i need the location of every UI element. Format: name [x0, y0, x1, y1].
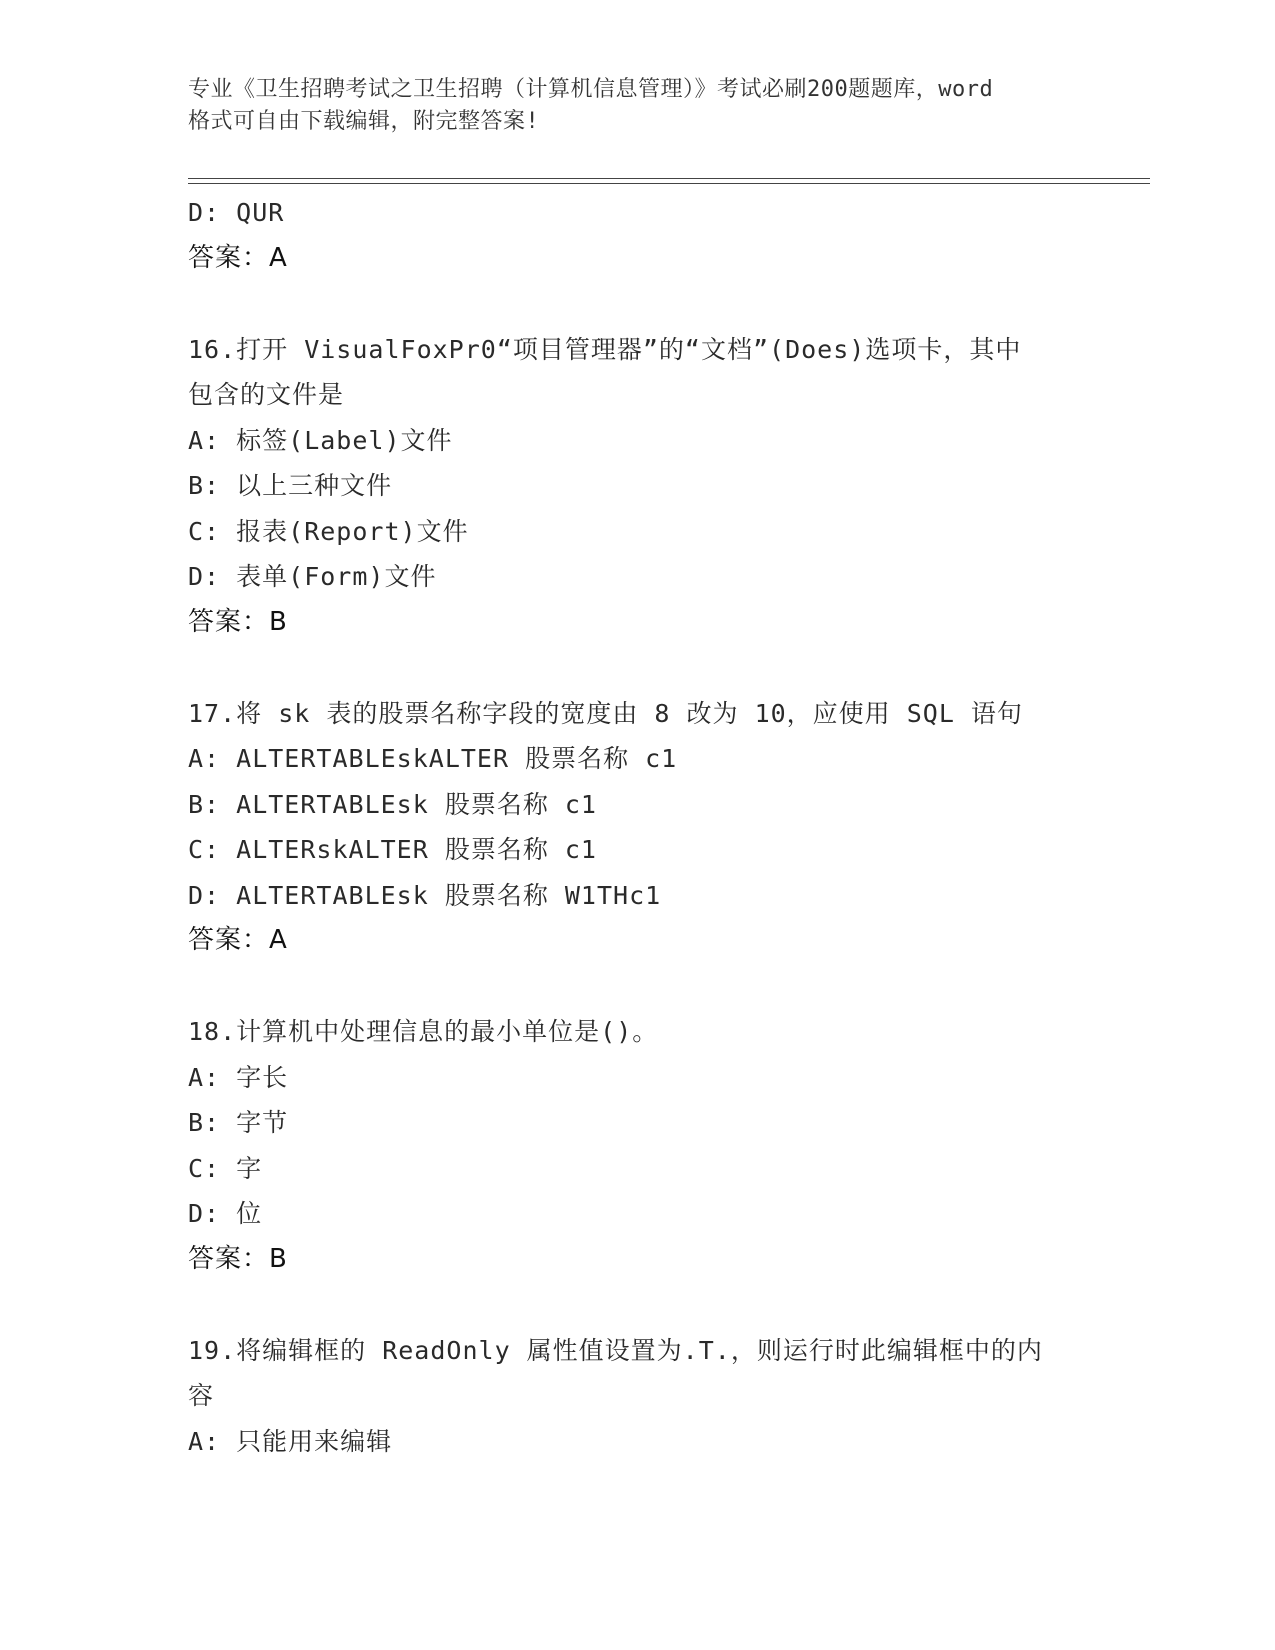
question-18: [188, 1009, 1088, 1282]
option-a: A: ALTERTABLEskALTER 股票名称 c1: [188, 744, 678, 773]
option-c: C: 字: [188, 1153, 263, 1183]
option-a: A: 字长: [188, 1062, 289, 1092]
option-a: A: 只能用来编辑: [188, 1426, 393, 1456]
question-stem: 17.将 sk 表的股票名称字段的宽度由 8 改为 10，应使用 SQL 语句: [188, 698, 1023, 728]
option-d: D: 表单(Form)文件: [188, 562, 437, 591]
answer: 答案：B: [188, 1243, 288, 1274]
spacer: [188, 281, 1088, 327]
option-b: B: 以上三种文件: [188, 471, 393, 500]
option-b: B: ALTERTABLEsk 股票名称 c1: [188, 789, 597, 819]
question-stem-continued: 包含的文件是: [188, 380, 345, 409]
option-b: B: 字节: [188, 1108, 289, 1137]
answer: 答案：A: [188, 925, 288, 955]
option-c: C: ALTERskALTER 股票名称 c1: [188, 835, 597, 864]
spacer: [188, 645, 1088, 691]
option-d: D: 位: [188, 1199, 263, 1228]
option-c: C: 报表(Report)文件: [188, 516, 469, 546]
option-d: D: ALTERTABLEsk 股票名称 W1THc1: [188, 880, 662, 910]
answer: 答案：A: [188, 242, 288, 273]
option-d: D: QUR: [188, 198, 285, 227]
question-stem: 19.将编辑框的 ReadOnly 属性值设置为.T.，则运行时此编辑框中的内: [188, 1335, 1043, 1365]
question-16: [188, 327, 1088, 646]
answer: 答案：B: [188, 606, 288, 637]
question-19: [188, 1328, 1088, 1465]
document-body: [188, 190, 1088, 1464]
question-stem: 18.计算机中处理信息的最小单位是()。: [188, 1017, 659, 1046]
question-stem: 16.打开 VisualFoxPr0“项目管理器”的“文档”(Does)选项卡，其中: [188, 334, 1022, 364]
spacer: [188, 1282, 1088, 1328]
document-header: [188, 74, 1088, 138]
header-line-1: 专业《卫生招聘考试之卫生招聘（计算机信息管理）》考试必刷200题题库，word: [188, 77, 994, 102]
question-stem-continued: 容: [188, 1381, 215, 1410]
header-divider-top: [188, 178, 1150, 179]
question-17: [188, 691, 1088, 964]
header-line-2: 格式可自由下载编辑，附完整答案!: [188, 109, 540, 134]
spacer: [188, 964, 1088, 1010]
option-a: A: 标签(Label)文件: [188, 425, 453, 455]
header-divider-bottom: [188, 183, 1150, 184]
